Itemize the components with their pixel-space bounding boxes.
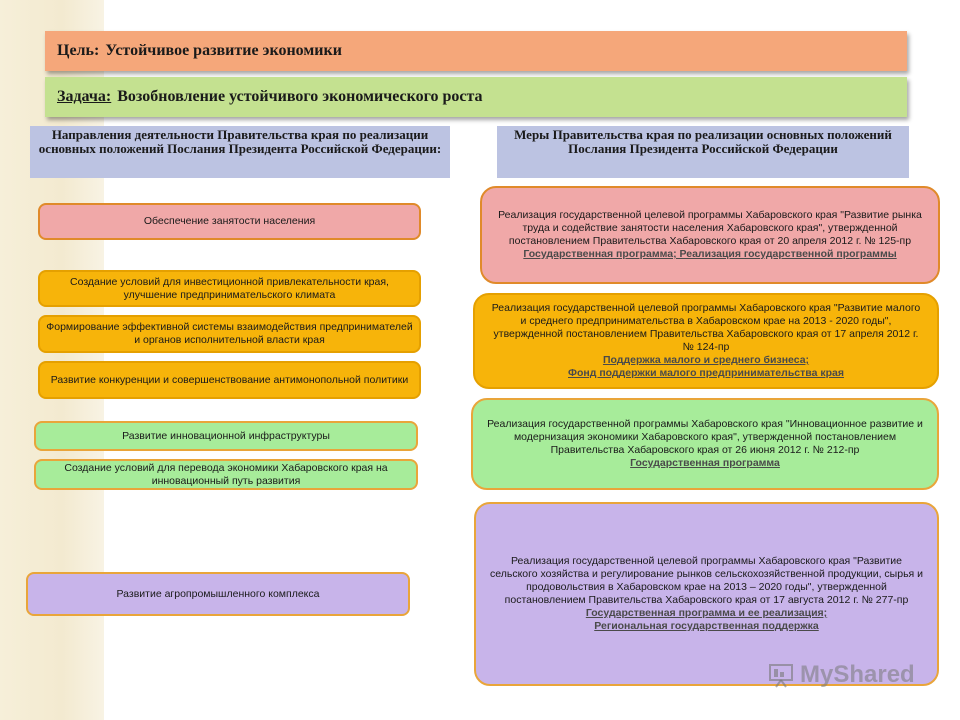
task-label: Задача:: [57, 88, 112, 105]
direction-investment: Создание условий для инвестиционной привлекательности края, улучшение предпринимательского климата: [38, 270, 421, 307]
direction-interaction: Формирование эффективной системы взаимодействия предпринимателей и органов исполнительной власти края: [38, 315, 421, 353]
measure-link-sme-fund[interactable]: Фонд поддержки малого предпринимательства края: [568, 367, 844, 379]
measure-text: Реализация государственной целевой программы Хабаровского края "Развитие малого и среднего предпринимательства в Хабаровском крае на 2013 - 2020 годы", утвержденной постановлением Правительства Хабаровского края от 17 апреля 2012 г. № 124-пр: [491, 302, 921, 353]
watermark: [768, 655, 928, 695]
measure-innovation-program: [471, 398, 939, 490]
measure-link[interactable]: Государственная программа; Реализация государственной программы: [523, 248, 897, 260]
direction-competition: Развитие конкуренции и совершенствование антимонопольной политики: [38, 361, 421, 399]
presentation-icon: [768, 662, 794, 688]
measure-text: Реализация государственной целевой программы Хабаровского края "Развитие сельского хозяйства и регулирование рынков сельскохозяйственной продукции, сырья и продовольствия в Хабаровском крае на 2013 – 2020 годы", утвержденной постановлением Правительства Хабаровского края от 17 августа 2012 г. № 277-пр: [490, 555, 924, 606]
measure-text: Реализация государственной целевой программы Хабаровского края "Развитие рынка труда и содействие занятости населения Хабаровского края", утвержденной постановлением Правительства Хабаровского края от 20 апреля 2012 г. № 125-пр: [498, 209, 922, 247]
measure-link-agro-program[interactable]: Государственная программа и ее реализация;: [585, 607, 828, 619]
measures-header: Меры Правительства края по реализации основных положений Послания Президента Российской Федерации: [497, 126, 909, 178]
direction-employment: Обеспечение занятости населения: [38, 203, 421, 240]
measure-link-sme-support[interactable]: Поддержка малого и среднего бизнеса;: [602, 354, 810, 366]
task-bar: [45, 77, 907, 117]
goal-bar: [45, 31, 907, 71]
measure-link-agro-support[interactable]: Региональная государственная поддержка: [594, 620, 819, 632]
measure-sme-program: [473, 293, 939, 389]
task-value: Возобновление устойчивого экономического роста: [117, 88, 483, 105]
measure-text: Реализация государственной программы Хабаровского края "Инновационное развитие и модернизация экономики Хабаровского края", утвержденной постановлением Правительства Хабаровского края от 26 июня 2012 г. № 212-пр: [487, 418, 923, 456]
measure-link[interactable]: Государственная программа: [630, 457, 780, 469]
direction-innovation-path: Создание условий для перевода экономики Хабаровского края на инновационный путь развития: [34, 459, 418, 490]
goal-label: Цель:: [57, 42, 100, 59]
direction-agro: Развитие агропромышленного комплекса: [26, 572, 410, 616]
direction-innovation-infrastructure: Развитие инновационной инфраструктуры: [34, 421, 418, 451]
directions-header: Направления деятельности Правительства края по реализации основных положений Послания Президента Российской Федерации:: [30, 126, 450, 178]
measure-labor-program: [480, 186, 940, 284]
watermark-text: MyShared: [800, 661, 915, 688]
goal-value: Устойчивое развитие экономики: [105, 42, 342, 59]
